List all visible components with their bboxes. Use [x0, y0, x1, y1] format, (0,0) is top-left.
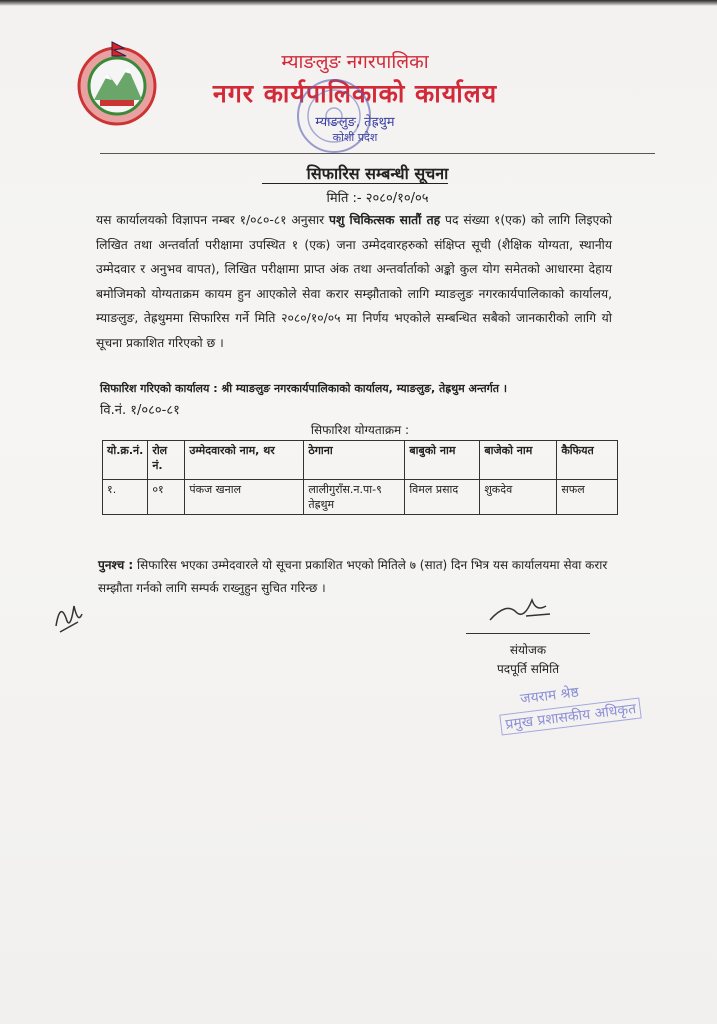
cell-remarks: सफल	[557, 480, 618, 515]
signatory-committee: पदपूर्ति समिति	[496, 662, 560, 676]
notice-title: सिफारिस सम्बन्धी सूचना	[306, 164, 449, 183]
col-header-grandfather: बाजेको नाम	[480, 441, 557, 480]
officer-seal-name: जयराम श्रेष्ठ	[519, 684, 580, 708]
municipality-name: म्याङलुङ नगरपालिका	[281, 51, 429, 73]
col-header-name: उम्मेदवारको नाम, थर	[185, 441, 304, 480]
recommended-office-line: सिफारिश गरिएको कार्यालय : श्री म्याङलुङ नगरकार्यपालिकाको कार्यालय, म्याङलुङ, तेह्रथुम अन्तर्गत ।	[100, 382, 508, 395]
col-header-address: ठेगाना	[304, 441, 405, 480]
table-header-row	[103, 441, 618, 480]
merit-table	[102, 440, 618, 515]
page-edge-shadow	[0, 0, 717, 6]
postscript-text: सिफारिस भएका उम्मेदवारले यो सूचना प्रकाशित भएको मितिले ७ (सात) दिन भित्र यस कार्यालयमा सेवा करार सम्झौता गर्नको लागि सम्पर्क राख्नुहुन सुचित गरिन्छ ।	[98, 558, 608, 595]
cell-address: लालीगुराँस.न.पा-९ तेह्रथुम	[304, 480, 405, 515]
header-divider	[100, 153, 655, 154]
officer-seal-title: प्रमुख प्रशासकीय अधिकृत	[499, 697, 642, 735]
col-header-serial: यो.क्र.नं.	[103, 441, 148, 480]
post-name: पशु चिकित्सक सातौं तह	[329, 213, 441, 227]
postscript-label: पुनश्च :	[98, 558, 134, 572]
coordinator-signature	[486, 592, 558, 626]
col-header-roll: रोल नं.	[148, 441, 185, 480]
cell-grandfather: शुकदेव	[480, 480, 557, 515]
col-header-remarks: कैफियत	[557, 441, 618, 480]
office-title: नगर कार्यपालिकाको कार्यालय	[212, 79, 498, 108]
province-name: कोशी प्रदेश	[332, 131, 378, 144]
notice-date: मिति :- २०८०/१०/०५	[326, 191, 429, 206]
cell-name: पंकज खनाल	[185, 480, 304, 515]
cell-father: विमल प्रसाद	[405, 480, 480, 515]
initials-signature	[52, 596, 86, 640]
official-round-stamp	[290, 70, 378, 162]
body-text-start: यस कार्यालयको विज्ञापन नम्बर १/०८०-८१ अनुसार	[96, 213, 329, 227]
notice-body	[96, 208, 612, 356]
fiscal-year-ref: वि.नं. १/०८०-८१	[100, 403, 180, 418]
cell-serial: १.	[103, 480, 148, 515]
nepal-emblem-logo	[74, 38, 160, 128]
merit-list-title: सिफारिश योग्यताक्रम :	[310, 423, 410, 437]
body-text-rest: पद संख्या १(एक) को लागि लिइएको लिखित तथा अन्तर्वार्ता परीक्षामा उपस्थित १ (एक) जना उम्मेदवारहरुको संक्षिप्त सूची (शैक्षिक योग्यता, स्थानीय उम्मेदवार र अनुभव वापत), लिखित परीक्षामा प्राप्त अंक तथा अन्तर्वार्ताको अङ्को कुल योग समेतको आधारमा देहाय बमोजिमको योग्यताक्रम कायम हुन आएकोले सेवा करार सम्झौताको लागि म्याङलुङ नगरकार्यपालिकाको कार्यालय, म्याङलुङ, तेह्रथुममा सिफारिस गर्ने मिति २०८०/१०/०५ मा निर्णय भएकोले सम्बन्धित सबैको जानकारीको लागि यो सूचना प्रकाशित गरिएको छ ।	[96, 213, 612, 350]
col-header-father: बाबुको नाम	[405, 441, 480, 480]
signature-line	[466, 633, 590, 634]
cell-roll: ०१	[148, 480, 185, 515]
signatory-role: संयोजक	[509, 643, 547, 657]
title-underline	[262, 183, 448, 184]
office-location: म्याङलुङ, तेह्रथुम	[315, 115, 395, 130]
table-row	[103, 480, 618, 515]
